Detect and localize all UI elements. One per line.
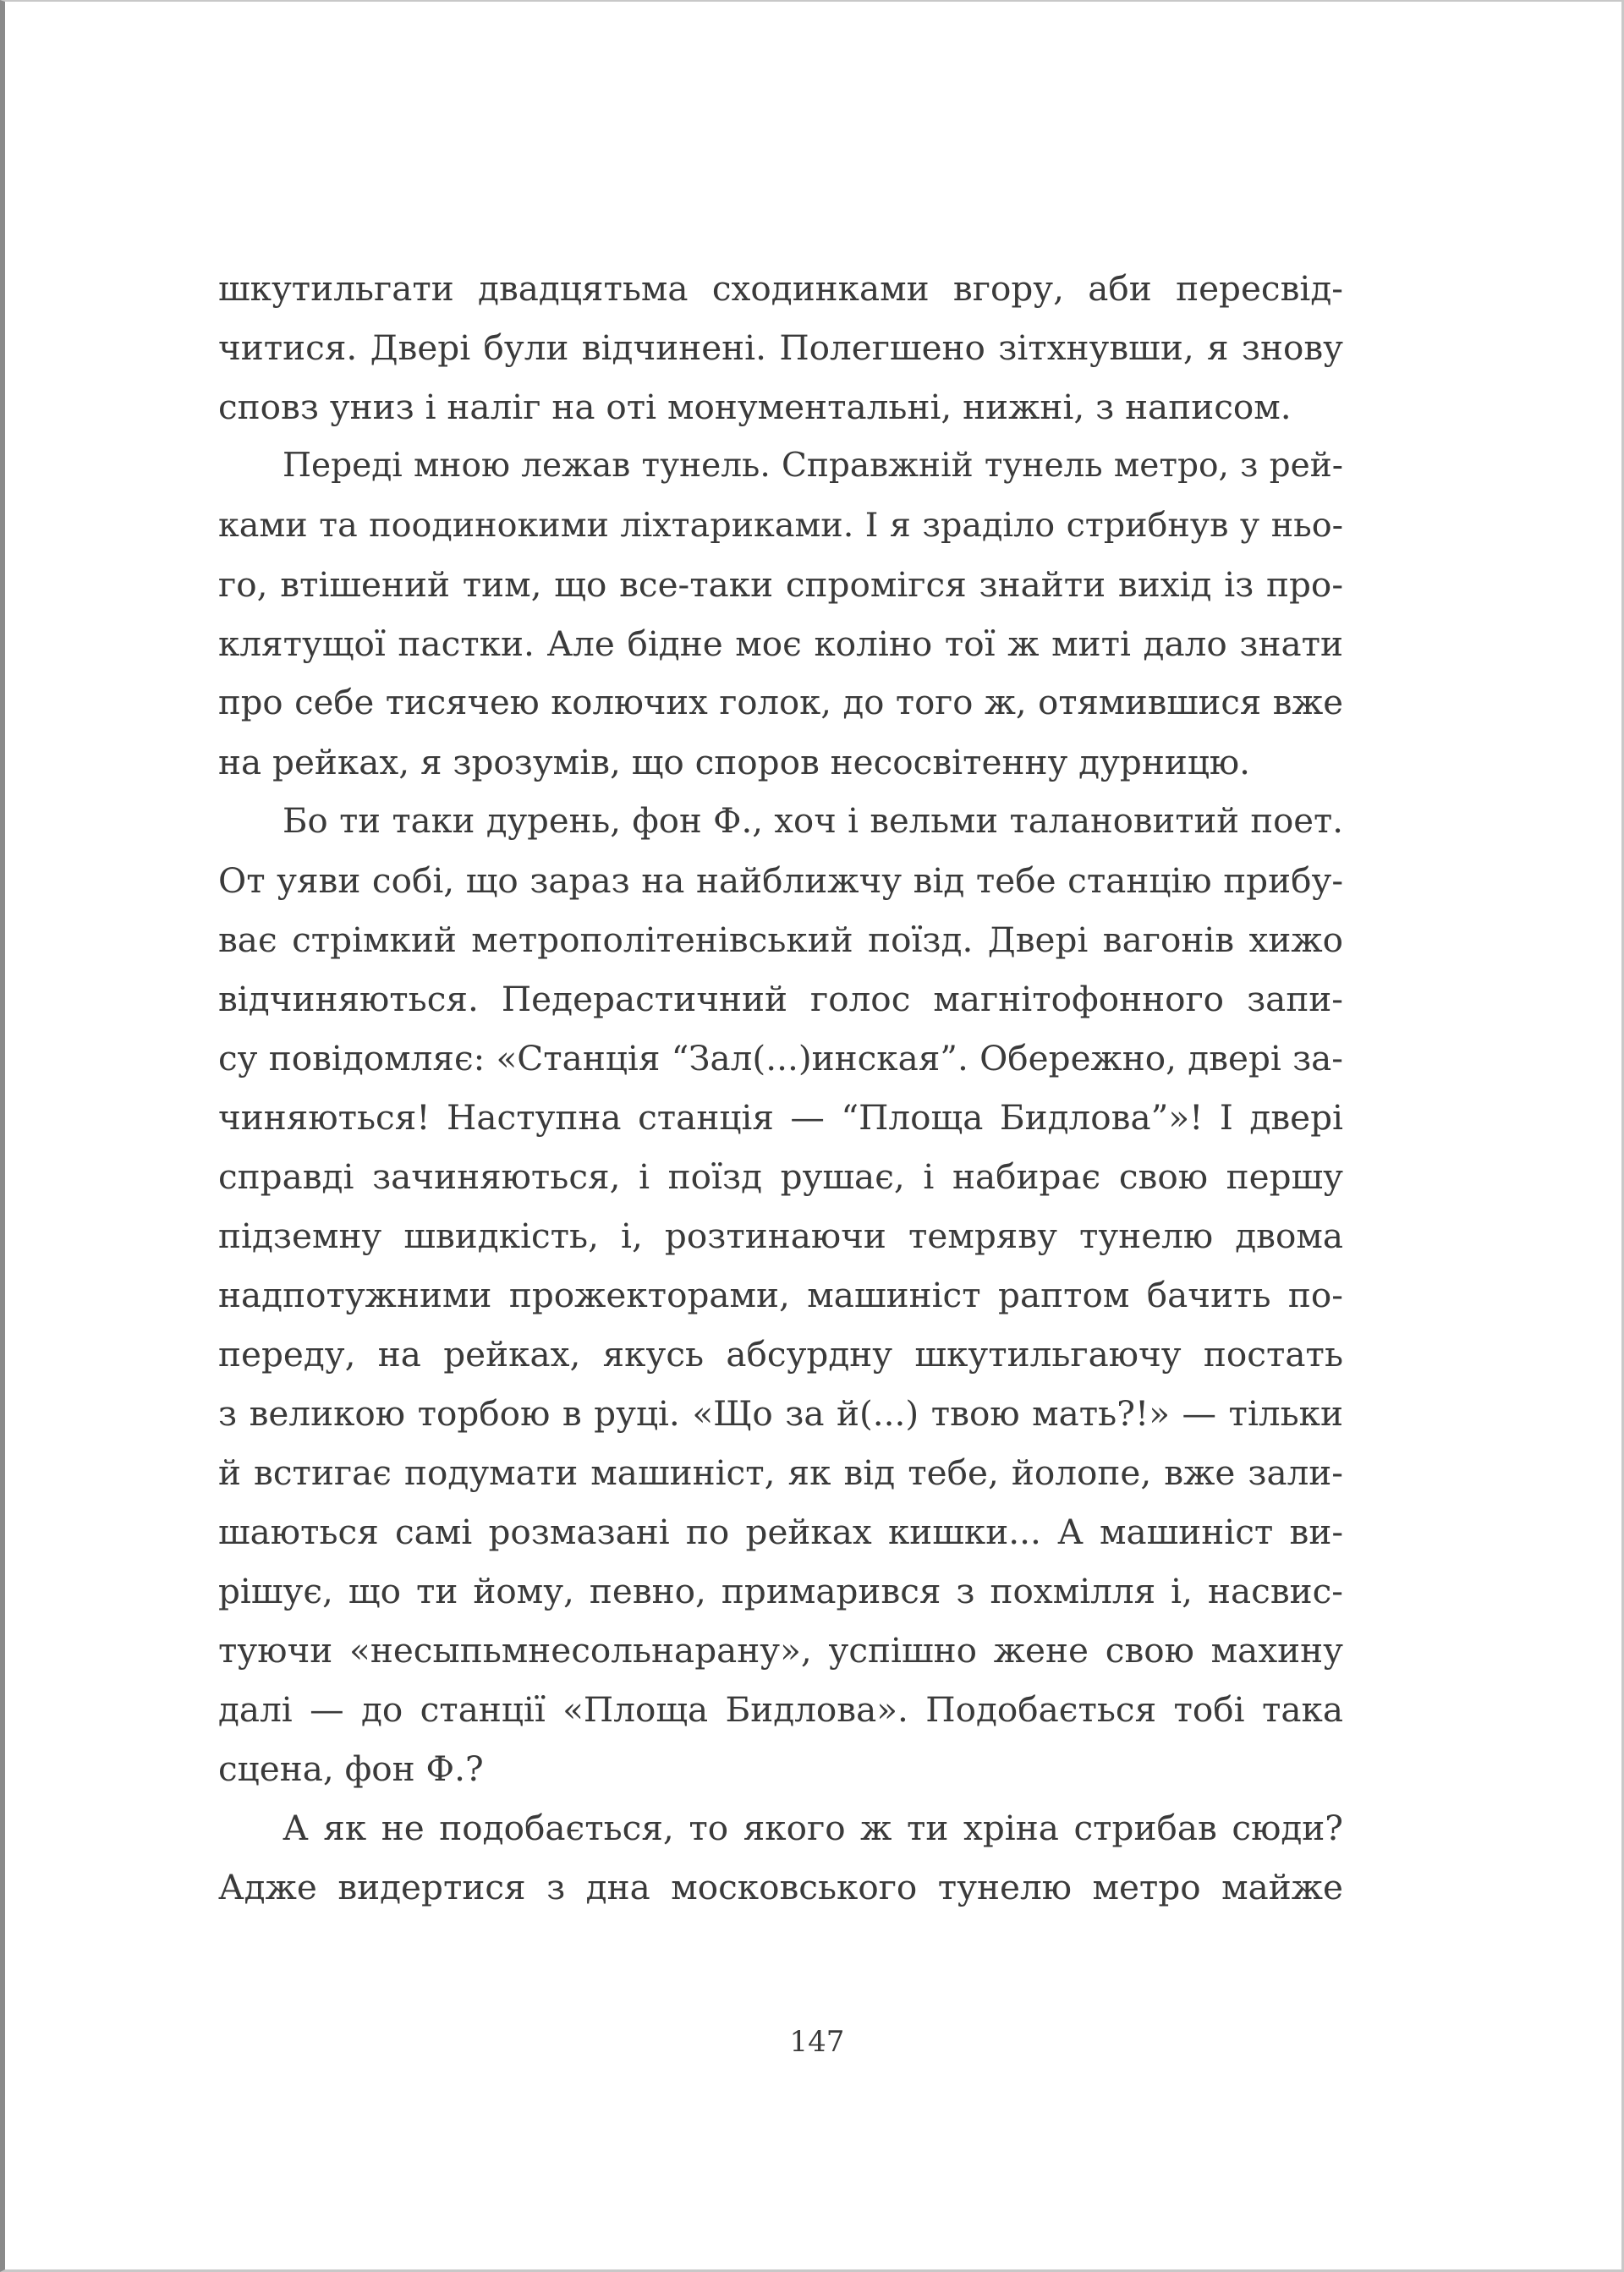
text-line: надпотужними прожекторами, машиніст раптом бачить по- (218, 1275, 1343, 1315)
text-line: сповз униз і наліг на оті монументальні, нижні, з написом. (218, 387, 1292, 427)
text-line: відчиняються. Педерастичний голос магнітофонного запи- (218, 979, 1343, 1019)
text-line: з великою торбою в руці. «Що за й(...) твою мать?!» — тільки (218, 1393, 1343, 1434)
text-line: су повідомляє: «Станція “Зал(...)инская”. Обережно, двері за- (218, 1038, 1343, 1078)
text-line: рішує, що ти йому, певно, примарився з похмілля і, насвис- (218, 1571, 1343, 1611)
text-line: читися. Двері були відчинені. Полегшено зітхнувши, я знову (218, 327, 1343, 368)
text-line: клятущої пастки. Але бідне моє коліно тої ж миті дало знати (218, 623, 1343, 664)
text-line: сцена, фон Ф.? (218, 1748, 484, 1789)
text-line: ками та поодинокими ліхтариками. І я зраділо стрибнув у ньо- (218, 506, 1343, 545)
text-line: на рейках, я зрозумів, що споров несосвітенну дурницю. (218, 742, 1251, 782)
body-text (218, 259, 1343, 1917)
text-line: Адже видертися з дна московського тунелю метро майже (218, 1867, 1343, 1907)
text-line: підземну швидкість, і, розтинаючи темряву тунелю двома (218, 1216, 1343, 1256)
paragraph-start-line: Бо ти таки дурень, фон Ф., хоч і вельми талановитий поет. (283, 802, 1343, 841)
text-line: шкутильгати двадцятьма сходинками вгору, аби пересвід- (218, 268, 1343, 309)
text-line: далі — до станції «Площа Бидлова». Подобається тобі така (218, 1689, 1343, 1730)
text-line: про себе тисячею колючих голок, до того ж, отямившися вже (218, 683, 1343, 722)
paragraph-start-line: А як не подобається, то якого ж ти хріна стрибав сюди? (283, 1808, 1343, 1848)
text-line: переду, на рейках, якусь абсурдну шкутильгаючу постать (218, 1334, 1343, 1375)
text-line: чиняються! Наступна станція — “Площа Бидлова”»! І двері (218, 1097, 1343, 1138)
text-line: туючи «несыпьмнесольнарану», успішно жене свою махину (218, 1630, 1343, 1671)
text-line: го, втішений тим, що все-таки спромігся знайти вихід із про- (218, 564, 1343, 605)
text-line: ває стрімкий метрополітенівський поїзд. Двері вагонів хижо (218, 919, 1343, 960)
text-line: й встигає подумати машиніст, як від тебе, йолопе, вже зали- (218, 1452, 1343, 1493)
page-number: 147 (789, 2025, 845, 2059)
paragraph-start-line: Переді мною лежав тунель. Справжній тунель метро, з рей- (283, 447, 1343, 485)
text-line: шаються самі розмазані по рейках кишки... А машиніст ви- (218, 1512, 1343, 1552)
text-line: От уяви собі, що зараз на найближчу від тебе станцію прибу- (218, 860, 1343, 901)
text-line: справді зачиняються, і поїзд рушає, і набирає свою першу (218, 1156, 1343, 1197)
